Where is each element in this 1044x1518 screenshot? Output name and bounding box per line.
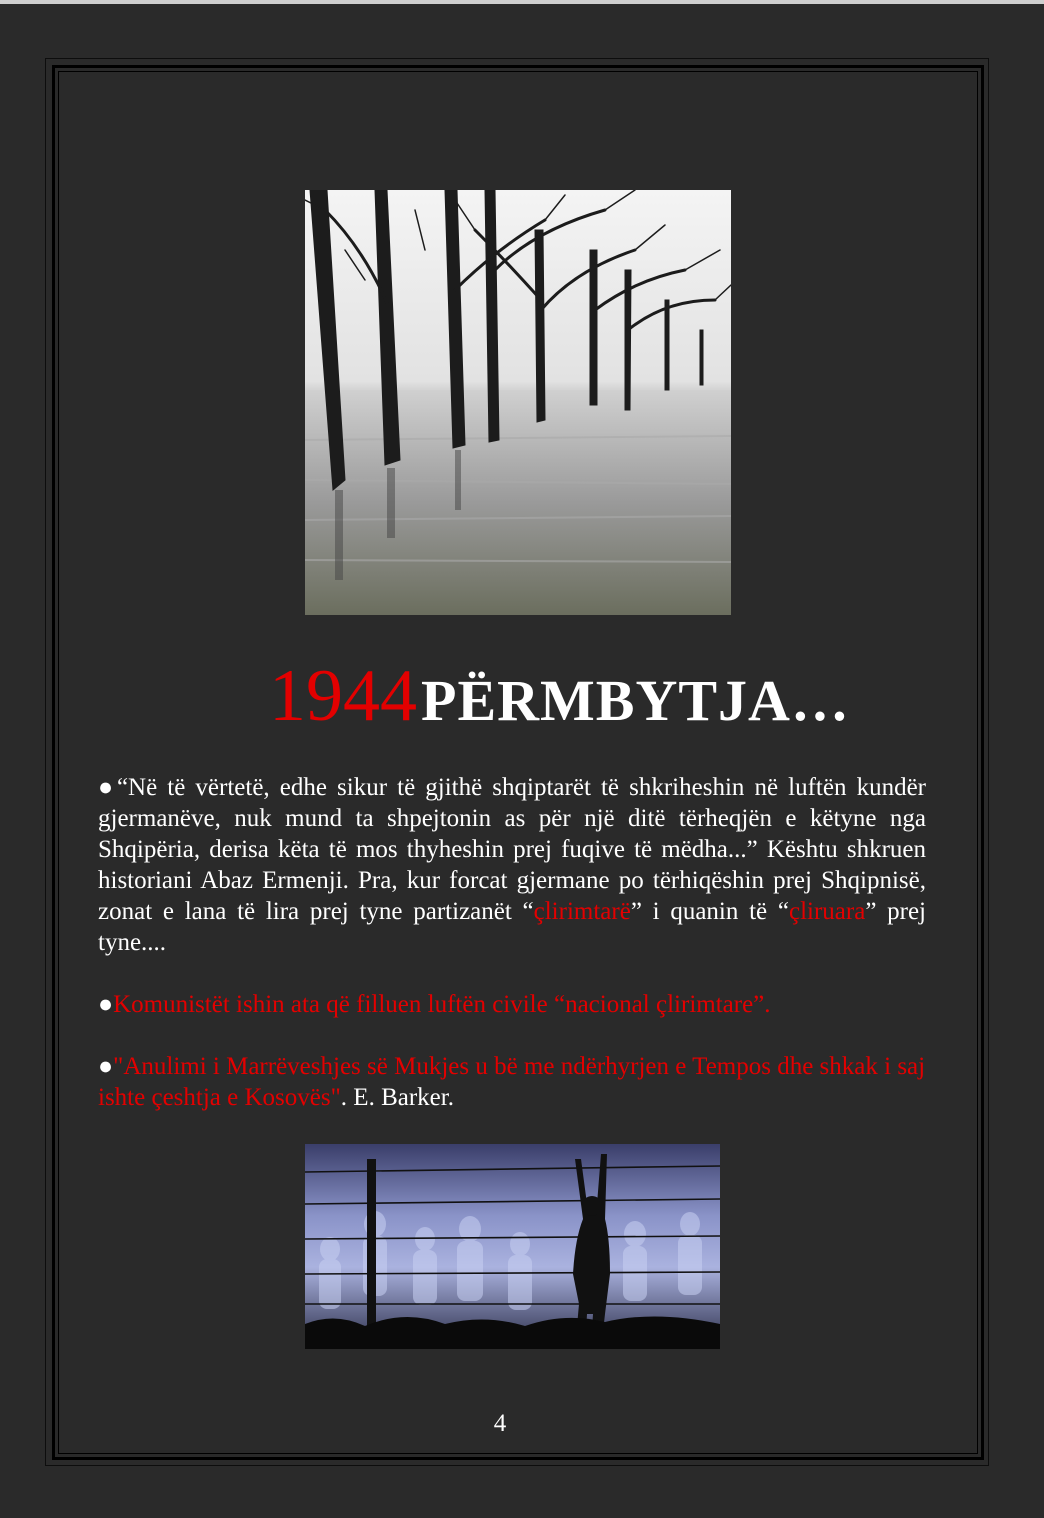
flooded-trees-photo — [305, 190, 731, 615]
paragraph-1-red-b: çliruara — [788, 898, 866, 925]
paragraph-1-text-c: ” prej tyne.... — [98, 898, 927, 956]
bullet: ● — [98, 774, 117, 801]
paragraph-2-text: Komunistët ishin ata që filluen luftën civile “nacional çlirimtare”. — [113, 991, 771, 1018]
paragraph-1-red-a: çlirimtarë — [533, 898, 631, 925]
page-number: 4 — [493, 1410, 507, 1437]
paragraph-1-text-b: ” i quanin të “ — [630, 898, 789, 925]
page-title — [0, 654, 1044, 739]
paragraph-1 — [98, 772, 926, 958]
window-top-edge — [0, 0, 1044, 4]
paragraph-3 — [98, 1051, 926, 1113]
paragraph-1-text-a: “Në të vërtetë, edhe sikur të gjithë shqiptarët të shkriheshin në luftën kundër gjermanëve, nuk mund ta shpejtonin as për një ditë tërheqjën e këtyne nga Shqipëria, derisa këta të mos thyheshin prej fuqive të mëdha...” Kështu shkruen historiani Abaz Ermenji. Pra, kur forcat gjermane po tërhiqëshin prej Shqipnisë, zonat e lana të lira prej tyne partizanët “ — [98, 774, 926, 925]
title-word: PËRMBYTJA… — [421, 668, 850, 733]
bullet: ● — [98, 1053, 114, 1080]
bullet: ● — [98, 991, 114, 1018]
paragraph-2 — [98, 989, 926, 1020]
body-text — [98, 772, 926, 1113]
paragraph-3-quote: "Anulimi i Marrëveshjes së Mukjes u bë me ndërhyrjen e Tempos dhe shkak i saj ishte çeshtja e Kosovës" — [98, 1053, 926, 1111]
title-year: 1944 — [269, 655, 418, 737]
paragraph-3-attribution: . E. Barker. — [340, 1084, 454, 1111]
barbed-wire-photo — [305, 1144, 720, 1349]
